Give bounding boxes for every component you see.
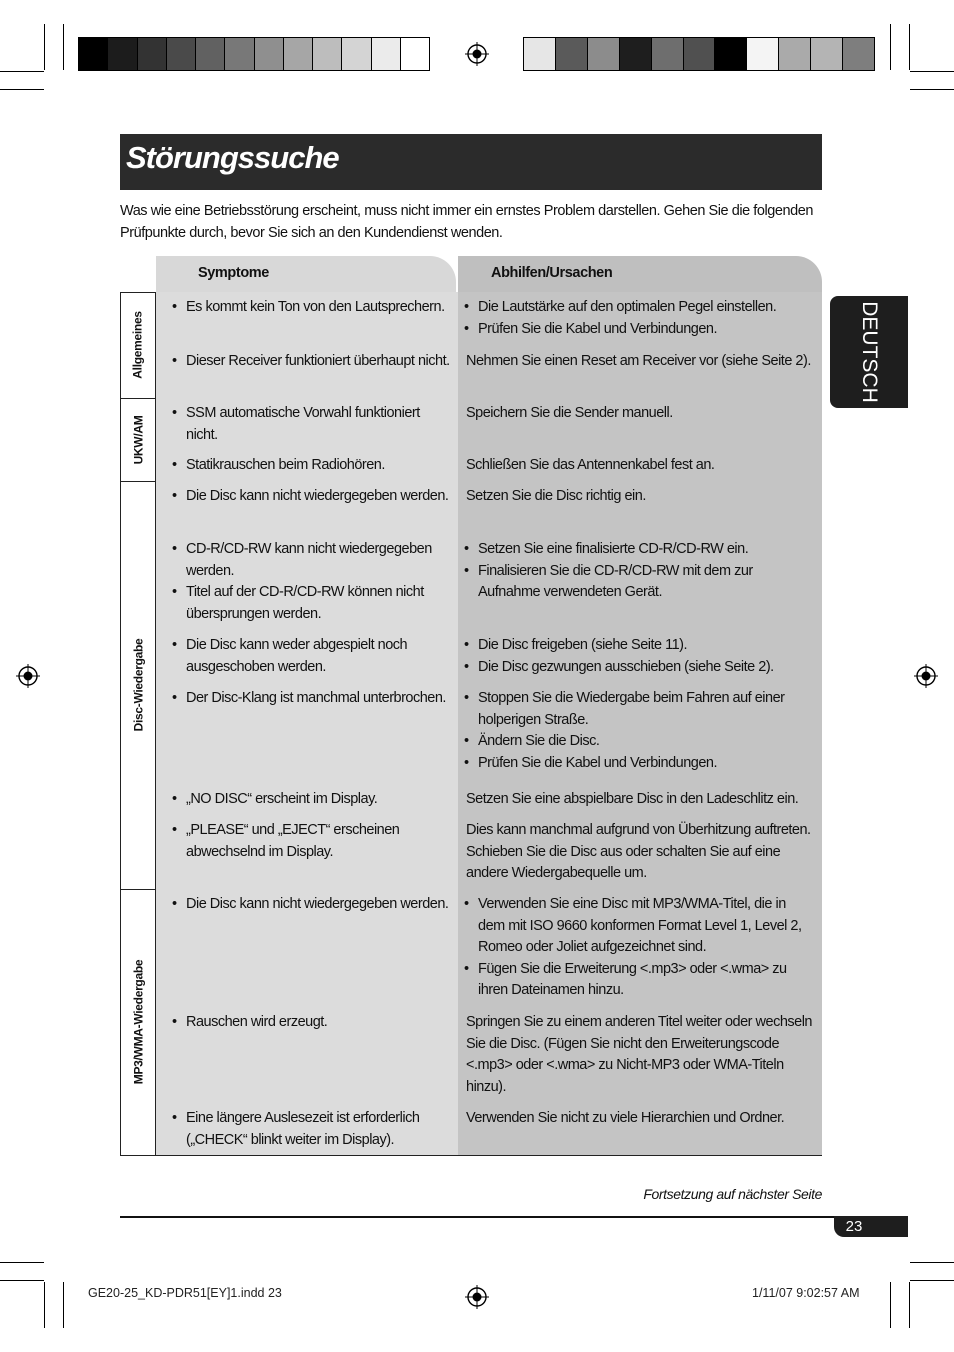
header-symptoms-label: Symptome	[198, 265, 269, 281]
symptom-cell	[156, 889, 458, 1007]
color-swatch	[196, 38, 225, 70]
remedy-cell	[458, 815, 822, 889]
symptoms-text: • CD-R/CD-RW kann nicht wiedergegeben werden.	[166, 539, 452, 582]
remedy-cell	[458, 889, 822, 1007]
symptoms-text: • „PLEASE“ und „EJECT“ erscheinen abwechselnd im Display.	[166, 820, 452, 863]
remedies-text: Setzen Sie die Disc richtig ein.	[466, 488, 646, 504]
remedy-cell	[458, 346, 822, 398]
color-swatch	[255, 38, 284, 70]
symptom-cell	[156, 1007, 458, 1103]
color-swatch	[372, 38, 401, 70]
remedies-text: • Ändern Sie die Disc.	[458, 731, 814, 753]
color-swatch	[313, 38, 342, 70]
color-swatch	[401, 38, 429, 70]
color-swatch	[620, 38, 652, 70]
remedy-cell	[458, 1007, 822, 1103]
table-left-border	[120, 292, 121, 1155]
remedies-text: Springen Sie zu einem anderen Titel weiter oder wechseln Sie die Disc. (Fügen Sie nicht den Erweiterungscode <.mp3> oder <.wma> zu Nicht-MP3 oder WMA-Titeln hinzu).	[466, 1014, 812, 1095]
color-swatch	[108, 38, 137, 70]
remedies-text: • Fügen Sie die Erweiterung <.mp3> oder <.wma> zu ihren Dateinamen hinzu.	[458, 959, 814, 1002]
remedies-text: • Die Lautstärke auf den optimalen Pegel einstellen.	[458, 297, 814, 319]
category-column-border	[155, 292, 156, 1155]
category-label	[120, 481, 156, 889]
remedies-text: Speichern Sie die Sender manuell.	[466, 405, 673, 421]
color-swatch	[167, 38, 196, 70]
symptom-cell	[156, 1103, 458, 1155]
symptom-cell	[156, 346, 458, 398]
color-swatch	[556, 38, 588, 70]
color-swatch	[747, 38, 779, 70]
color-swatch	[342, 38, 371, 70]
symptom-cell	[156, 398, 458, 450]
color-swatch	[284, 38, 313, 70]
remedies-text: • Finalisieren Sie die CD-R/CD-RW mit dem zur Aufnahme verwendeten Gerät.	[458, 561, 814, 604]
color-bar-left	[78, 37, 430, 71]
color-swatch	[138, 38, 167, 70]
color-swatch	[684, 38, 716, 70]
category-label-text: MP3/WMA-Wiedergabe	[131, 959, 146, 1085]
troubleshooting-table	[120, 292, 822, 1155]
symptom-cell	[156, 534, 458, 630]
symptom-cell	[156, 683, 458, 784]
remedies-text: Verwenden Sie nicht zu viele Hierarchien und Ordner.	[466, 1110, 785, 1126]
registration-mark-icon	[914, 664, 938, 688]
header-symptoms	[156, 256, 456, 293]
remedies-text: • Prüfen Sie die Kabel und Verbindungen.	[458, 753, 814, 775]
symptom-cell	[156, 450, 458, 481]
symptoms-text: • Die Disc kann weder abgespielt noch ausgeschoben werden.	[166, 635, 452, 678]
color-bar-right	[523, 37, 875, 71]
header-remedies-label: Abhilfen/Ursachen	[491, 265, 613, 281]
remedy-cell	[458, 534, 822, 630]
category-label	[120, 292, 156, 398]
registration-mark-icon	[465, 42, 489, 66]
remedy-cell	[458, 784, 822, 815]
language-tab-label: DEUTSCH	[858, 301, 882, 403]
remedies-text: • Stoppen Sie die Wiedergabe beim Fahren auf einer holperigen Straße.	[458, 688, 814, 731]
remedy-cell	[458, 1103, 822, 1155]
remedy-cell	[458, 398, 822, 450]
color-swatch	[843, 38, 874, 70]
symptom-cell	[156, 630, 458, 683]
symptoms-text: • SSM automatische Vorwahl funktioniert nicht.	[166, 403, 452, 446]
symptoms-text: • Der Disc-Klang ist manchmal unterbrochen.	[166, 688, 452, 710]
color-swatch	[79, 38, 108, 70]
category-label-text: Disc-Wiedergabe	[131, 638, 146, 732]
page-number: 23	[845, 1218, 863, 1235]
symptoms-text: • Die Disc kann nicht wiedergegeben werden.	[166, 486, 452, 508]
category-label-text: UKW/AM	[131, 415, 146, 464]
symptoms-text: • Rauschen wird erzeugt.	[166, 1012, 452, 1034]
symptoms-text: • Es kommt kein Ton von den Lautsprechern.	[166, 297, 452, 319]
symptom-cell	[156, 784, 458, 815]
remedies-text: Dies kann manchmal aufgrund von Überhitzung auftreten. Schieben Sie die Disc aus oder schalten Sie auf eine andere Wiedergabequelle um.	[466, 822, 811, 881]
color-swatch	[588, 38, 620, 70]
category-label	[120, 398, 156, 481]
color-swatch	[779, 38, 811, 70]
remedy-cell	[458, 481, 822, 534]
category-label	[120, 889, 156, 1155]
remedies-text: Schließen Sie das Antennenkabel fest an.	[466, 457, 715, 473]
symptom-cell	[156, 815, 458, 889]
color-swatch	[811, 38, 843, 70]
color-swatch	[652, 38, 684, 70]
remedies-text: • Prüfen Sie die Kabel und Verbindungen.	[458, 319, 814, 341]
symptom-cell	[156, 481, 458, 534]
remedy-cell	[458, 683, 822, 784]
symptom-cell	[156, 292, 458, 346]
registration-mark-icon	[16, 664, 40, 688]
color-swatch	[715, 38, 747, 70]
header-remedies	[458, 256, 822, 293]
row-divider	[120, 1155, 822, 1156]
remedies-text: • Verwenden Sie eine Disc mit MP3/WMA-Titel, die in dem mit ISO 9660 konformen Format Level 1, Level 2, Romeo oder Joliet aufgezeichnet sind.	[458, 894, 814, 959]
footer-date: 1/11/07 9:02:57 AM	[752, 1286, 860, 1300]
remedies-text: Nehmen Sie einen Reset am Receiver vor (siehe Seite 2).	[466, 353, 811, 369]
remedies-text: Setzen Sie eine abspielbare Disc in den Ladeschlitz ein.	[466, 791, 799, 807]
page-title: Störungssuche	[126, 140, 339, 175]
footer-file: GE20-25_KD-PDR51[EY]1.indd 23	[88, 1286, 282, 1300]
continued-note: Fortsetzung auf nächster Seite	[643, 1186, 822, 1202]
category-label-text: Allgemeines	[131, 311, 145, 379]
symptoms-text: • Eine längere Auslesezeit ist erforderlich („CHECK“ blinkt weiter im Display).	[166, 1108, 452, 1151]
color-swatch	[524, 38, 556, 70]
remedies-text: • Setzen Sie eine finalisierte CD-R/CD-RW ein.	[458, 539, 814, 561]
remedy-cell	[458, 630, 822, 683]
registration-mark-icon	[465, 1285, 489, 1309]
remedy-cell	[458, 292, 822, 346]
symptoms-text: • Statikrauschen beim Radiohören.	[166, 455, 452, 477]
symptoms-text: • Dieser Receiver funktioniert überhaupt nicht.	[166, 351, 452, 373]
intro-text: Was wie eine Betriebsstörung erscheint, muss nicht immer ein ernstes Problem darstellen. Gehen Sie die folgenden Prüfpunkte durch, bevor Sie sich an den Kundendienst wenden.	[120, 203, 813, 241]
bottom-rule	[120, 1216, 908, 1218]
remedy-cell	[458, 450, 822, 481]
remedies-text: • Die Disc freigeben (siehe Seite 11).	[458, 635, 814, 657]
symptoms-text: • Die Disc kann nicht wiedergegeben werden.	[166, 894, 452, 916]
remedies-text: • Die Disc gezwungen ausschieben (siehe Seite 2).	[458, 657, 814, 679]
symptoms-text: • „NO DISC“ erscheint im Display.	[166, 789, 452, 811]
symptoms-text: • Titel auf der CD-R/CD-RW können nicht übersprungen werden.	[166, 582, 452, 625]
color-swatch	[225, 38, 254, 70]
